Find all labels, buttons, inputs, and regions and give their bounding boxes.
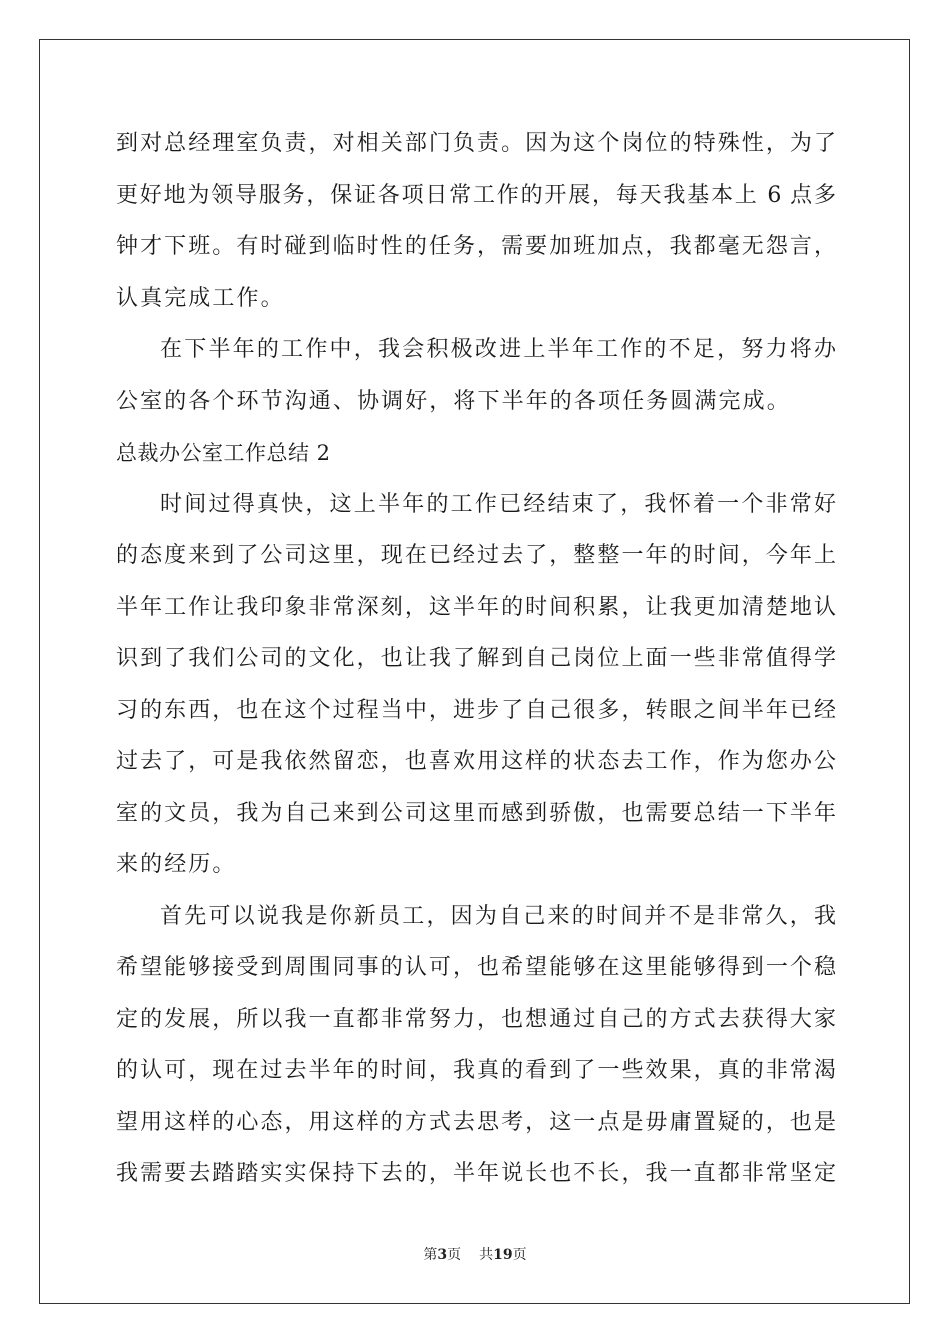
text-line: 识到了我们公司的文化，也让我了解到自己岗位上面一些非常值得学 (116, 646, 836, 671)
section-heading: 总裁办公室工作总结 2 (116, 441, 331, 465)
text-line: 定的发展，所以我一直都非常努力，也想通过自己的方式去获得大家 (116, 1006, 836, 1032)
text-line: 希望能够接受到周围同事的认可，也希望能够在这里能够得到一个稳 (116, 955, 836, 980)
text-line: 望用这样的心态，用这样的方式去思考，这一点是毋庸置疑的，也是 (116, 1109, 836, 1135)
total-page-count: 19 (493, 1247, 513, 1263)
text-line: 更好地为领导服务，保证各项日常工作的开展，每天我基本上 6 点多 (116, 182, 836, 208)
text-line: 来的经历。 (116, 852, 237, 877)
text-line: 半年工作让我印象非常深刻，这半年的时间积累，让我更加清楚地认 (116, 594, 836, 620)
document-body (116, 124, 836, 1206)
text-line: 认真完成工作。 (116, 285, 285, 311)
text-line: 公室的各个环节沟通、协调好，将下半年的各项任务圆满完成。 (116, 388, 791, 414)
page-prefix: 第 (423, 1247, 438, 1263)
text-line: 的认可，现在过去半年的时间，我真的看到了一些效果，真的非常渴 (116, 1058, 836, 1083)
paragraph-first-line: 在下半年的工作中，我会积极改进上半年工作的不足，努力将办 (160, 337, 836, 362)
page-footer (0, 1244, 950, 1264)
total-suffix: 页 (512, 1247, 527, 1263)
text-line: 习的东西，也在这个过程当中，进步了自己很多，转眼之间半年已经 (116, 697, 836, 723)
text-line: 我需要去踏踏实实保持下去的，半年说长也不长，我一直都非常坚定 (116, 1161, 836, 1186)
text-line: 的态度来到了公司这里，现在已经过去了，整整一年的时间，今年上 (116, 543, 836, 568)
text-line: 钟才下班。有时碰到临时性的任务，需要加班加点，我都毫无怨言， (116, 234, 836, 259)
total-prefix: 共 (479, 1247, 494, 1263)
text-line: 到对总经理室负责，对相关部门负责。因为这个岗位的特殊性，为了 (116, 131, 836, 156)
paragraph-first-line: 首先可以说我是你新员工，因为自己来的时间并不是非常久，我 (160, 903, 836, 929)
paragraph-first-line: 时间过得真快，这上半年的工作已经结束了，我怀着一个非常好 (160, 491, 836, 517)
text-line: 室的文员，我为自己来到公司这里而感到骄傲，也需要总结一下半年 (116, 800, 836, 826)
text-line: 过去了，可是我依然留恋，也喜欢用这样的状态去工作，作为您办公 (116, 749, 836, 774)
page-suffix: 页 (447, 1247, 462, 1263)
current-page-number: 3 (437, 1247, 448, 1263)
